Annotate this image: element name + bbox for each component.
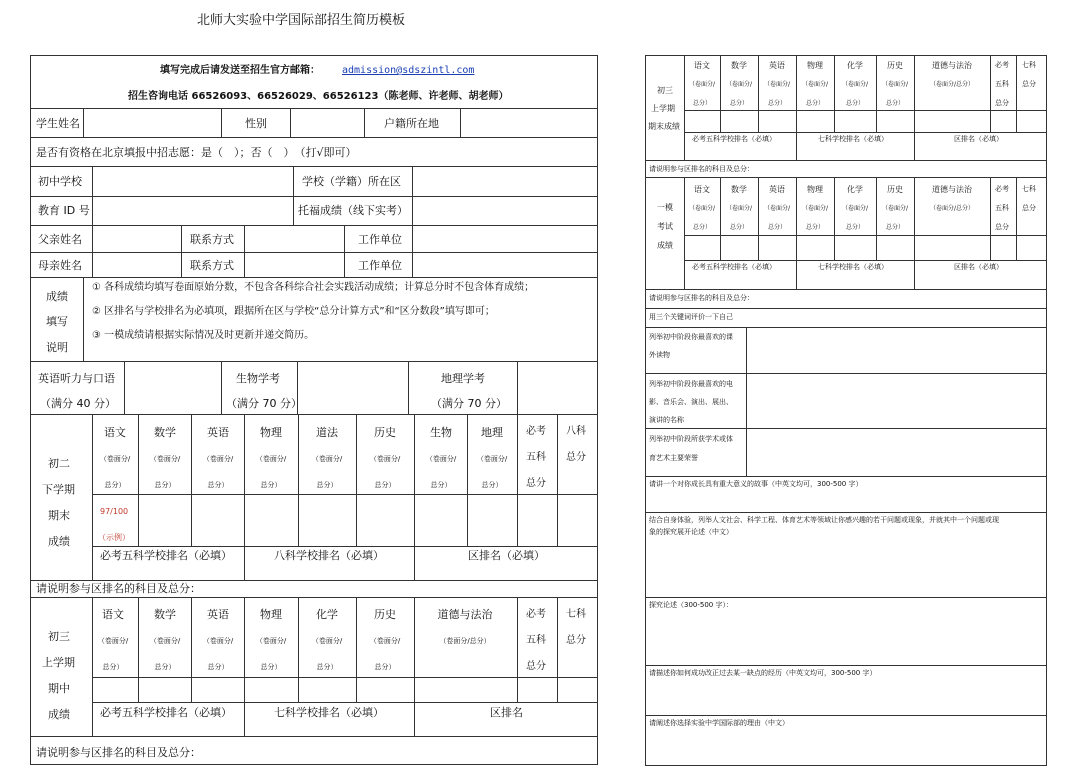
subject-header: 物理	[260, 426, 282, 439]
score-format-note: 总分）	[207, 663, 229, 671]
student-name-label: 学生姓名	[36, 117, 80, 130]
mother-work-label: 工作单位	[358, 259, 402, 272]
subject-header: 语文	[694, 185, 710, 194]
mother-contact-field[interactable]	[245, 253, 344, 277]
grade9-must5-1: 必考	[526, 609, 546, 620]
english-oral-max: （满分 40 分）	[40, 397, 116, 410]
toefl-field[interactable]	[413, 197, 597, 224]
score-format-note: （卷面分/	[476, 455, 508, 463]
father-name-label: 父亲姓名	[38, 233, 82, 246]
geography-field[interactable]	[518, 362, 597, 414]
score-format-note: 总分）	[692, 100, 712, 107]
mock-rank-school7: 七科学校排名（必填）	[818, 263, 888, 271]
final-label-2: 上学期	[651, 104, 675, 113]
score-format-note: 总分）	[805, 100, 825, 107]
grade9-label-2: 上学期	[42, 656, 75, 669]
example-note: （示例）	[98, 533, 130, 542]
subject-header: 数学	[731, 185, 747, 194]
mother-work-field[interactable]	[413, 253, 597, 277]
subject-header: 历史	[374, 608, 396, 621]
score-format-note: 总分）	[767, 224, 787, 231]
note-item: ③ 一模成绩请根据实际情况及时更新并递交简历。	[92, 330, 315, 341]
argument-prompt: 探究论述（300-500 字）：	[649, 601, 733, 609]
awards-prompt-1: 列举初中阶段所获学术或体	[649, 435, 733, 443]
subject-header: 道德与法治	[932, 61, 972, 70]
score-format-note: （卷面分/	[149, 637, 181, 645]
score-format-note: 总分）	[805, 224, 825, 231]
score-format-note: （卷面分/总分）	[929, 81, 975, 88]
student-name-field[interactable]	[84, 109, 221, 136]
subject-header: 语文	[102, 608, 124, 621]
score-format-note: （卷面分/	[688, 205, 716, 212]
grade8-rank-school5: 必考五科学校排名（必填）	[100, 549, 232, 562]
grade8-must5-2: 五科	[526, 452, 546, 463]
subject-header: 物理	[807, 185, 823, 194]
score-format-note: （卷面分/	[255, 455, 287, 463]
grade8-label-3: 期末	[48, 509, 70, 522]
gender-field[interactable]	[291, 109, 364, 136]
score-format-note: 总分）	[885, 100, 905, 107]
score-format-note: （卷面分/	[311, 455, 343, 463]
subject-header: 道德与法治	[437, 608, 493, 621]
subject-header: 物理	[260, 608, 282, 621]
grade8-eight-2: 总分	[566, 452, 586, 463]
subject-header: 数学	[154, 426, 176, 439]
score-format-note: 总分）	[102, 663, 124, 671]
score-format-note: 总分）	[729, 100, 749, 107]
subject-header: 化学	[847, 185, 863, 194]
grade8-rank-school8: 八科学校排名（必填）	[274, 549, 384, 562]
grade8-must5-3: 总分	[526, 478, 546, 489]
inquiry-prompt-1: 结合自身体验，列举人文社会、科学工程、体育艺术等领域让你感兴趣的若干问题或现象，并就其中一个问题或现	[649, 516, 999, 524]
subject-header: 英语	[769, 61, 785, 70]
final-seven-2: 总分	[1022, 80, 1036, 88]
media-prompt-1: 列举初中阶段你最喜欢的电	[649, 380, 733, 388]
final-seven-1: 七科	[1022, 61, 1036, 69]
subject-header: 数学	[731, 61, 747, 70]
score-format-note: （卷面分/	[881, 81, 909, 88]
subject-header: 物理	[807, 61, 823, 70]
media-prompt-3: 演讲的名称	[649, 416, 684, 424]
final-rank-school5: 必考五科学校排名（必填）	[692, 135, 776, 143]
final-must5-3: 总分	[995, 99, 1009, 107]
score-format-note: 总分）	[316, 481, 338, 489]
grade8-label-1: 初二	[48, 457, 70, 470]
hukou-label: 户籍所在地	[384, 117, 439, 130]
score-format-note: （卷面分/	[99, 455, 131, 463]
score-format-note: （卷面分/	[425, 455, 457, 463]
notes-label-2: 填写	[46, 315, 68, 328]
biology-field[interactable]	[298, 362, 408, 414]
geography-label: 地理学考	[441, 372, 485, 385]
score-format-note: 总分）	[729, 224, 749, 231]
score-format-note: 总分）	[154, 663, 176, 671]
grade8-district-note: 请说明参与区排名的科目及总分：	[36, 582, 201, 595]
father-contact-field[interactable]	[245, 226, 344, 252]
grade9-seven-2: 总分	[566, 635, 586, 646]
mock-seven-2: 总分	[1022, 204, 1036, 212]
grade9-district-note: 请说明参与区排名的科目及总分：	[36, 746, 201, 759]
score-format-note: （卷面分/	[763, 81, 791, 88]
score-format-note: （卷面分/	[841, 81, 869, 88]
reason-prompt: 请阐述你选择实验中学国际部的理由（中文）	[649, 719, 789, 727]
score-format-note: （卷面分/	[881, 205, 909, 212]
subject-header: 数学	[154, 608, 176, 621]
score-format-note: （卷面分/	[369, 455, 401, 463]
score-format-note: 总分）	[374, 481, 396, 489]
mock-rank-school5: 必考五科学校排名（必填）	[692, 263, 776, 271]
grade9-rank-school5: 必考五科学校排名（必填）	[100, 706, 232, 719]
edu-id-label: 教育 ID 号	[38, 204, 90, 217]
grade9-label-3: 期中	[48, 682, 70, 695]
eligibility-question: 是否有资格在北京填报中招志愿：是（ ）；否（ ） （打√即可）	[36, 146, 357, 159]
score-format-note: （卷面分/	[763, 205, 791, 212]
score-format-note: 总分）	[845, 224, 865, 231]
score-format-note: 总分）	[885, 224, 905, 231]
email-label: 填写完成后请发送至招生官方邮箱：	[160, 65, 320, 76]
score-format-note: （卷面分/	[801, 205, 829, 212]
email-link[interactable]: admission@sdszintl.com	[342, 65, 475, 76]
score-format-note: （卷面分/	[202, 455, 234, 463]
score-format-note: （卷面分/	[97, 637, 129, 645]
subject-header: 生物	[430, 426, 452, 439]
score-format-note: （卷面分/	[801, 81, 829, 88]
score-format-note: （卷面分/	[725, 81, 753, 88]
keywords-prompt: 用三个关键词评价一下自己	[649, 313, 733, 321]
father-work-label: 工作单位	[358, 233, 402, 246]
grade8-rank-district: 区排名（必填）	[468, 549, 545, 562]
hukou-field[interactable]	[461, 109, 597, 136]
geography-max: （满分 70 分）	[431, 397, 507, 410]
score-format-note: （卷面分/	[311, 637, 343, 645]
subject-header: 历史	[887, 61, 903, 70]
inquiry-prompt-2: 象的探究展开论述（中文）	[649, 528, 733, 536]
grade8-must5-1: 必考	[526, 426, 546, 437]
mock-seven-1: 七科	[1022, 185, 1036, 193]
note-item: ① 各科成绩均填写卷面原始分数，不包含各科综合社会实践活动成绩；计算总分时不包含体育成绩；	[92, 282, 535, 293]
mock-label-2: 考试	[657, 222, 673, 231]
father-name-field[interactable]	[93, 226, 181, 252]
biology-max: （满分 70 分）	[226, 397, 302, 410]
media-prompt-2: 影、音乐会、演出、展出、	[649, 398, 733, 406]
subject-header: 英语	[207, 426, 229, 439]
score-format-note: 总分）	[260, 663, 282, 671]
subject-header: 道法	[316, 426, 338, 439]
edu-id-field[interactable]	[93, 197, 293, 224]
subject-header: 地理	[481, 426, 503, 439]
final-label-1: 初三	[657, 86, 673, 95]
score-format-note: （卷面分/	[202, 637, 234, 645]
notes-label-3: 说明	[46, 341, 68, 354]
score-format-note: （卷面分/总分）	[929, 205, 975, 212]
score-format-note: 总分）	[481, 481, 503, 489]
subject-header: 道德与法治	[932, 185, 972, 194]
score-format-note: （卷面分/总分）	[439, 637, 491, 645]
final-must5-1: 必考	[995, 61, 1009, 69]
score-format-note: （卷面分/	[255, 637, 287, 645]
score-format-note: 总分）	[692, 224, 712, 231]
biology-label: 生物学考	[236, 372, 280, 385]
english-oral-field[interactable]	[125, 362, 221, 414]
example-score: 97/100	[100, 507, 129, 516]
score-format-note: 总分）	[207, 481, 229, 489]
notes-label-1: 成绩	[46, 290, 68, 303]
subject-header: 历史	[887, 185, 903, 194]
mother-name-label: 母亲姓名	[38, 259, 82, 272]
score-format-note: 总分）	[154, 481, 176, 489]
score-format-note: 总分）	[374, 663, 396, 671]
books-prompt-2: 外读物	[649, 351, 670, 359]
subject-header: 语文	[104, 426, 126, 439]
subject-header: 化学	[847, 61, 863, 70]
score-format-note: （卷面分/	[841, 205, 869, 212]
english-oral-label: 英语听力与口语	[38, 372, 115, 385]
toefl-label: 托福成绩（线下实考）	[298, 204, 408, 217]
final-district-note: 请说明参与区排名的科目及总分：	[649, 165, 754, 173]
grade8-label-2: 下学期	[42, 483, 75, 496]
score-format-note: 总分）	[316, 663, 338, 671]
score-format-note: 总分）	[430, 481, 452, 489]
note-item: ② 区排名与学校排名为必填项，跟据所在区与学校“总分计算方式”和“区分数段”填写即可；	[92, 306, 495, 317]
grade9-seven-1: 七科	[566, 609, 586, 620]
grade9-must5-2: 五科	[526, 635, 546, 646]
page-title: 北师大实验中学国际部招生简历模板	[197, 13, 406, 28]
grade9-label-1: 初三	[48, 630, 70, 643]
grade9-label-4: 成绩	[48, 708, 70, 721]
subject-header: 化学	[316, 608, 338, 621]
mock-must5-3: 总分	[995, 223, 1009, 231]
subject-header: 历史	[374, 426, 396, 439]
score-format-note: （卷面分/	[149, 455, 181, 463]
school-district-label: 学校（学籍）所在区	[302, 175, 401, 188]
middle-school-field[interactable]	[93, 167, 293, 195]
final-rank-district: 区排名（必填）	[954, 135, 1003, 143]
grade8-label-4: 成绩	[48, 535, 70, 548]
mock-label-1: 一模	[657, 203, 673, 212]
score-format-note: （卷面分/	[725, 205, 753, 212]
score-format-note: （卷面分/	[369, 637, 401, 645]
books-prompt-1: 列举初中阶段你最喜欢的课	[649, 333, 733, 341]
grade9-rank-school7: 七科学校排名（必填）	[274, 706, 384, 719]
subject-header: 英语	[769, 185, 785, 194]
mock-must5-1: 必考	[995, 185, 1009, 193]
phone-info: 招生咨询电话 66526093、66526029、66526123（陈老师、许老师、胡老师）	[128, 91, 509, 102]
final-rank-school7: 七科学校排名（必填）	[818, 135, 888, 143]
mock-must5-2: 五科	[995, 204, 1009, 212]
mother-name-field[interactable]	[93, 253, 181, 277]
awards-prompt-2: 育艺术主要荣誉	[649, 454, 698, 462]
school-district-field[interactable]	[413, 167, 597, 195]
story-prompt: 请讲一个对你成长具有重大意义的故事（中英文均可，300-500 字）	[649, 480, 863, 488]
final-must5-2: 五科	[995, 80, 1009, 88]
mock-district-note: 请说明参与区排名的科目及总分：	[649, 294, 754, 302]
score-format-note: 总分）	[104, 481, 126, 489]
score-format-note: 总分）	[260, 481, 282, 489]
subject-header: 语文	[694, 61, 710, 70]
grade9-must5-3: 总分	[526, 661, 546, 672]
subject-header: 英语	[207, 608, 229, 621]
score-format-note: 总分）	[767, 100, 787, 107]
score-format-note: 总分）	[845, 100, 865, 107]
mock-rank-district: 区排名（必填）	[954, 263, 1003, 271]
middle-school-label: 初中学校	[38, 175, 82, 188]
gender-label: 性别	[245, 117, 267, 130]
final-label-3: 期末成绩	[648, 122, 680, 131]
mock-label-3: 成绩	[657, 241, 673, 250]
father-contact-label: 联系方式	[190, 233, 234, 246]
weakness-prompt: 请描述你如何成功改正过去某一缺点的经历（中英文均可，300-500 字）	[649, 669, 877, 677]
father-work-field[interactable]	[413, 226, 597, 252]
grade8-eight-1: 八科	[566, 426, 586, 437]
score-format-note: （卷面分/	[688, 81, 716, 88]
grade9-rank-district: 区排名	[490, 706, 523, 719]
mother-contact-label: 联系方式	[190, 259, 234, 272]
